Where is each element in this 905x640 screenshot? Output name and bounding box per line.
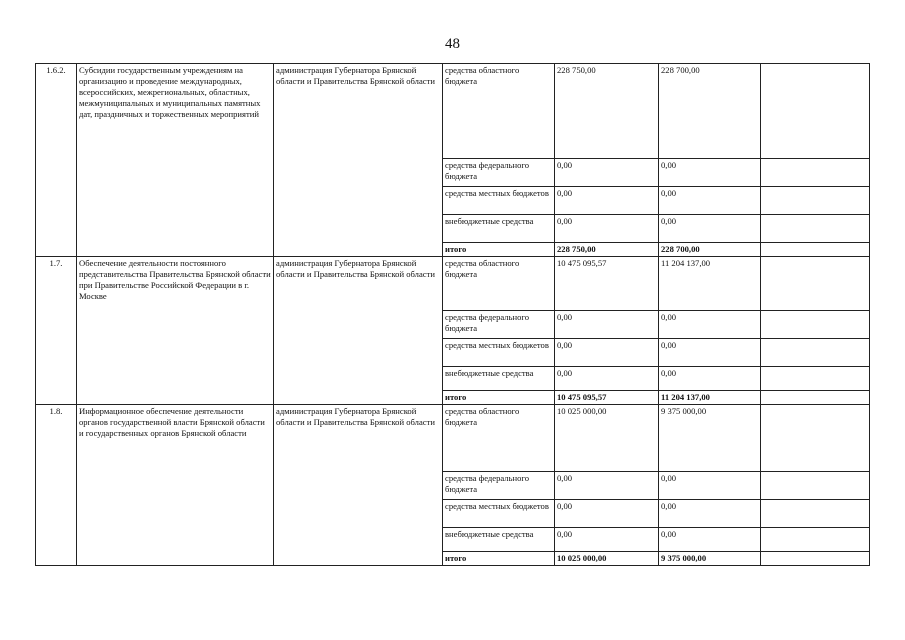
amount-cell: 0,00 bbox=[659, 159, 761, 187]
table-row bbox=[36, 64, 870, 159]
amount-cell: 228 700,00 bbox=[659, 64, 761, 159]
amount-cell bbox=[761, 528, 870, 552]
budget-table bbox=[35, 63, 870, 566]
total-amount-cell bbox=[761, 243, 870, 257]
amount-cell: 0,00 bbox=[555, 367, 659, 391]
page-number: 48 bbox=[445, 36, 460, 52]
total-amount-cell: 9 375 000,00 bbox=[659, 552, 761, 566]
amount-cell: 0,00 bbox=[659, 528, 761, 552]
item-name-cell: Субсидии государственным учреждениям на организацию и проведение международных, всероссийских, межрегиональных, областных, межмуниципальных и муниципальных памятных дат, праздничных и торжественных мероприятий bbox=[77, 64, 274, 257]
executor-cell: администрация Губернатора Брянской области и Правительства Брянской области bbox=[274, 257, 443, 405]
total-amount-cell: 11 204 137,00 bbox=[659, 391, 761, 405]
amount-cell: 0,00 bbox=[555, 311, 659, 339]
funding-source-cell: средства федерального бюджета bbox=[443, 159, 555, 187]
amount-cell: 10 025 000,00 bbox=[555, 405, 659, 472]
funding-source-cell: внебюджетные средства bbox=[443, 367, 555, 391]
amount-cell: 0,00 bbox=[555, 187, 659, 215]
funding-source-cell: средства местных бюджетов bbox=[443, 500, 555, 528]
amount-cell: 0,00 bbox=[555, 339, 659, 367]
total-label-cell: итого bbox=[443, 243, 555, 257]
item-number-cell: 1.8. bbox=[36, 405, 77, 566]
total-amount-cell bbox=[761, 552, 870, 566]
funding-source-cell: средства местных бюджетов bbox=[443, 339, 555, 367]
amount-cell bbox=[761, 339, 870, 367]
budget-table-body bbox=[36, 64, 870, 566]
executor-cell: администрация Губернатора Брянской области и Правительства Брянской области bbox=[274, 64, 443, 257]
item-name-cell: Обеспечение деятельности постоянного представительства Правительства Брянской области при Правительстве Российской Федерации в г. Москве bbox=[77, 257, 274, 405]
total-amount-cell: 10 475 095,57 bbox=[555, 391, 659, 405]
funding-source-cell: внебюджетные средства bbox=[443, 215, 555, 243]
amount-cell: 0,00 bbox=[555, 159, 659, 187]
executor-cell: администрация Губернатора Брянской области и Правительства Брянской области bbox=[274, 405, 443, 566]
item-name-cell: Информационное обеспечение деятельности органов государственной власти Брянской области и государственных органов Брянской области bbox=[77, 405, 274, 566]
amount-cell: 0,00 bbox=[659, 500, 761, 528]
item-number-cell: 1.6.2. bbox=[36, 64, 77, 257]
amount-cell: 0,00 bbox=[555, 472, 659, 500]
amount-cell bbox=[761, 500, 870, 528]
funding-source-cell: средства областного бюджета bbox=[443, 64, 555, 159]
amount-cell: 0,00 bbox=[555, 528, 659, 552]
table-row bbox=[36, 405, 870, 472]
amount-cell bbox=[761, 405, 870, 472]
total-amount-cell: 228 700,00 bbox=[659, 243, 761, 257]
amount-cell: 10 475 095,57 bbox=[555, 257, 659, 311]
amount-cell: 0,00 bbox=[659, 339, 761, 367]
total-label-cell: итого bbox=[443, 391, 555, 405]
amount-cell bbox=[761, 64, 870, 159]
total-amount-cell bbox=[761, 391, 870, 405]
amount-cell: 228 750,00 bbox=[555, 64, 659, 159]
funding-source-cell: средства федерального бюджета bbox=[443, 472, 555, 500]
amount-cell: 0,00 bbox=[659, 311, 761, 339]
amount-cell bbox=[761, 257, 870, 311]
amount-cell: 0,00 bbox=[555, 500, 659, 528]
item-number-cell: 1.7. bbox=[36, 257, 77, 405]
amount-cell bbox=[761, 367, 870, 391]
funding-source-cell: средства местных бюджетов bbox=[443, 187, 555, 215]
amount-cell bbox=[761, 187, 870, 215]
amount-cell: 0,00 bbox=[659, 187, 761, 215]
table-row bbox=[36, 257, 870, 311]
total-label-cell: итого bbox=[443, 552, 555, 566]
amount-cell bbox=[761, 472, 870, 500]
amount-cell bbox=[761, 311, 870, 339]
amount-cell: 0,00 bbox=[555, 215, 659, 243]
funding-source-cell: средства областного бюджета bbox=[443, 405, 555, 472]
amount-cell bbox=[761, 159, 870, 187]
total-amount-cell: 10 025 000,00 bbox=[555, 552, 659, 566]
amount-cell bbox=[761, 215, 870, 243]
amount-cell: 0,00 bbox=[659, 472, 761, 500]
amount-cell: 9 375 000,00 bbox=[659, 405, 761, 472]
amount-cell: 11 204 137,00 bbox=[659, 257, 761, 311]
funding-source-cell: внебюджетные средства bbox=[443, 528, 555, 552]
funding-source-cell: средства областного бюджета bbox=[443, 257, 555, 311]
funding-source-cell: средства федерального бюджета bbox=[443, 311, 555, 339]
total-amount-cell: 228 750,00 bbox=[555, 243, 659, 257]
amount-cell: 0,00 bbox=[659, 215, 761, 243]
amount-cell: 0,00 bbox=[659, 367, 761, 391]
